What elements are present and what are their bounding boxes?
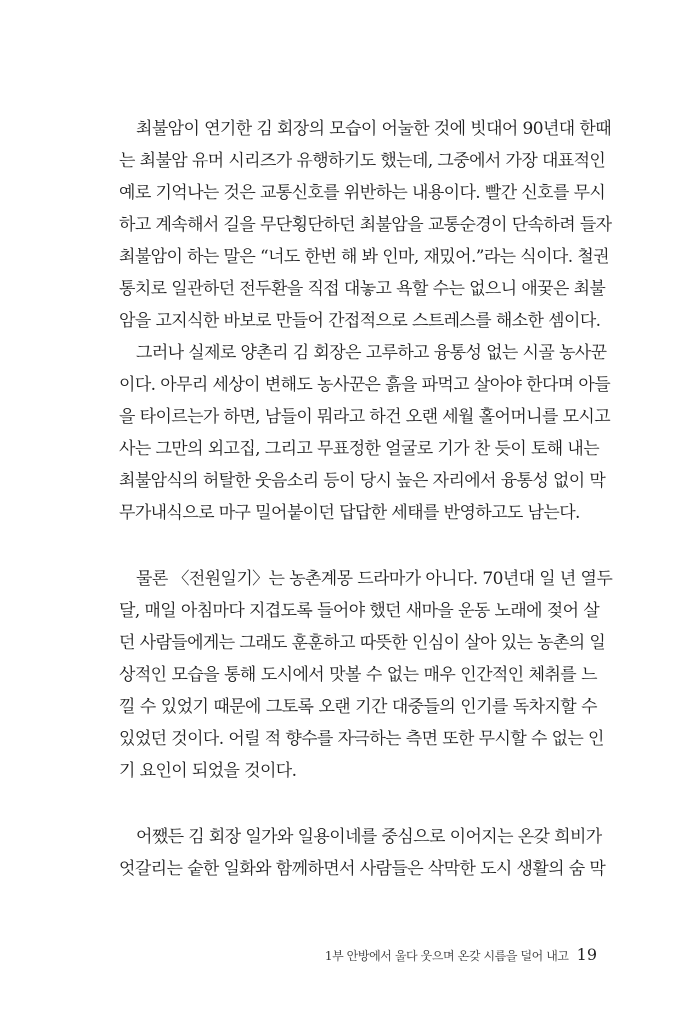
text-line: 사는 그만의 외고집, 그리고 무표정한 얼굴로 기가 찬 듯이 토해 내는 bbox=[119, 439, 600, 459]
text-line: 물론 〈전원일기〉는 농촌계몽 드라마가 아니다. 70년대 일 년 열두 bbox=[136, 569, 613, 589]
page-footer bbox=[325, 940, 597, 970]
text-line: 예로 기억나는 것은 교통신호를 위반하는 내용이다. 빨간 신호를 무시 bbox=[119, 183, 606, 203]
text-line: 던 사람들에게는 그래도 훈훈하고 따뜻한 인심이 살아 있는 농촌의 일 bbox=[119, 633, 606, 653]
text-line: 무가내식으로 마구 밀어붙이던 답답한 세태를 반영하고도 남는다. bbox=[119, 503, 580, 523]
running-head: 1부 안방에서 울다 웃으며 온갖 시름을 덜어 내고 bbox=[324, 949, 569, 963]
paragraph-1 bbox=[119, 113, 612, 337]
text-line: 는 최불암 유머 시리즈가 유행하기도 했는데, 그중에서 가장 대표적인 bbox=[119, 151, 606, 171]
text-line: 통치로 일관하던 전두환을 직접 대놓고 욕할 수는 없으니 애꿎은 최불 bbox=[119, 279, 606, 299]
text-line: 기 요인이 되었을 것이다. bbox=[119, 761, 297, 781]
text-line: 암을 고지식한 바보로 만들어 간접적으로 스트레스를 해소한 셈이다. bbox=[119, 311, 601, 331]
text-line: 엇갈리는 숱한 일화와 함께하면서 사람들은 삭막한 도시 생활의 숨 막 bbox=[119, 859, 606, 879]
text-line: 달, 매일 아침마다 지겹도록 들어야 했던 새마을 운동 노래에 젖어 살 bbox=[119, 601, 600, 621]
text-line: 최불암이 하는 말은 “너도 한번 해 봐 인마, 재밌어.”라는 식이다. 철권 bbox=[119, 247, 610, 267]
text-line: 있었던 것이다. 어릴 적 향수를 자극하는 측면 또한 무시할 수 없는 인 bbox=[119, 729, 604, 749]
page-number: 19 bbox=[576, 945, 597, 964]
text-line: 그러나 실제로 양촌리 김 회장은 고루하고 융통성 없는 시골 농사꾼 bbox=[136, 343, 607, 363]
paragraph-4 bbox=[119, 821, 606, 885]
text-line: 이다. 아무리 세상이 변해도 농사꾼은 흙을 파먹고 살아야 한다며 아들 bbox=[119, 375, 611, 395]
text-line: 상적인 모습을 통해 도시에서 맛볼 수 없는 매우 인간적인 체취를 느 bbox=[119, 665, 597, 685]
text-line: 최불암이 연기한 김 회장의 모습이 어눌한 것에 빗대어 90년대 한때 bbox=[136, 119, 612, 139]
text-line: 낄 수 있었기 때문에 그토록 오랜 기간 대중들의 인기를 독차지할 수 bbox=[119, 697, 597, 717]
text-line: 을 타이르는가 하면, 남들이 뭐라고 하건 오랜 세월 홀어머니를 모시고 bbox=[119, 407, 611, 427]
text-line: 하고 계속해서 길을 무단횡단하던 최불암을 교통순경이 단속하려 들자 bbox=[119, 215, 612, 235]
text-line: 어쨌든 김 회장 일가와 일용이네를 중심으로 이어지는 온갖 희비가 bbox=[136, 827, 602, 847]
paragraph-2 bbox=[119, 337, 611, 529]
text-line: 최불암식의 허탈한 웃음소리 등이 당시 높은 자리에서 융통성 없이 막 bbox=[119, 471, 606, 491]
paragraph-3 bbox=[119, 563, 613, 787]
